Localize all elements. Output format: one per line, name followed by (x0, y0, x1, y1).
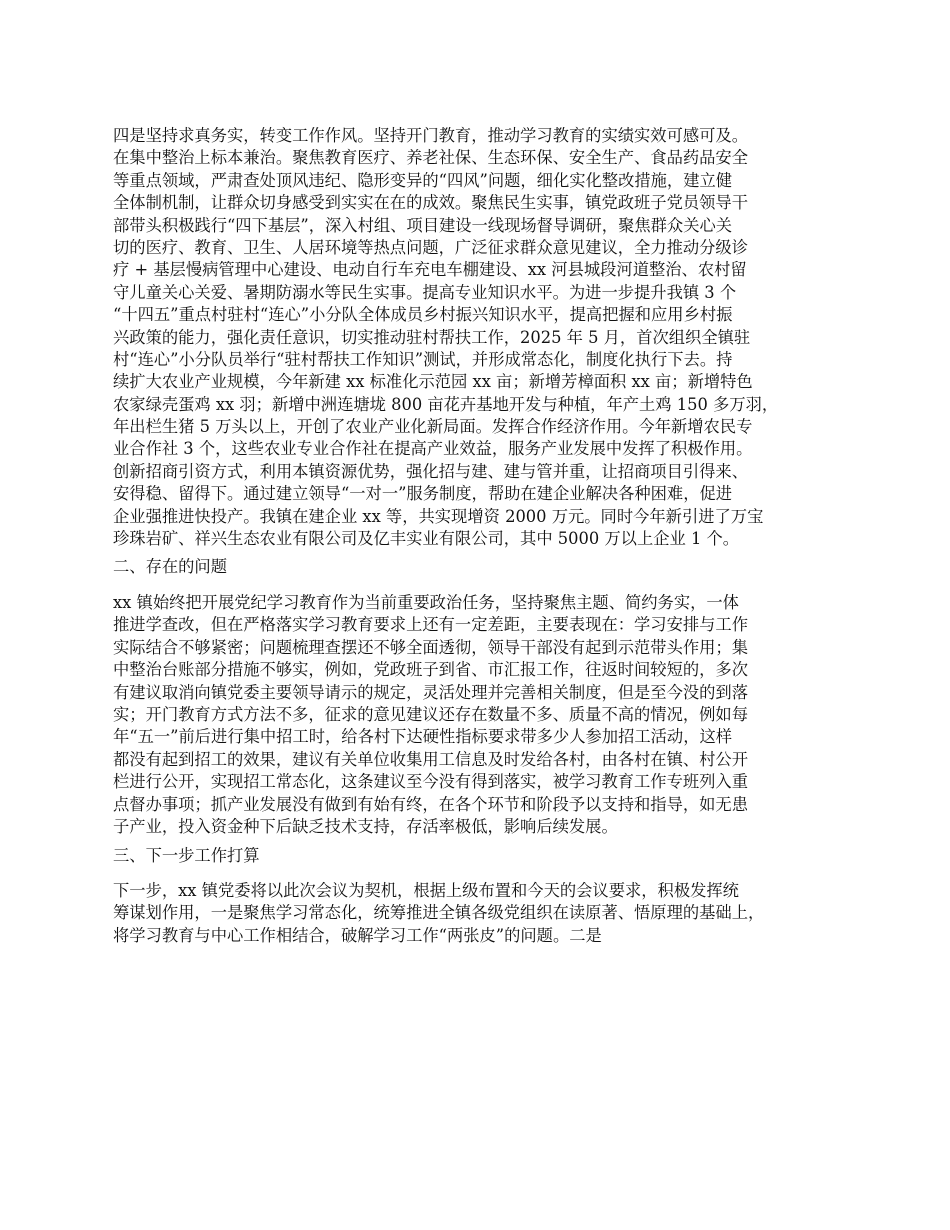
text-line: 在集中整治上标本兼治。聚焦教育医疗、养老社保、生态环保、安全生产、食品药品安全 (113, 148, 748, 168)
text-line: 守儿童关心关爱、暑期防溺水等民生实事。提高专业知识水平。为进一步提升我镇 3 个 (113, 282, 737, 302)
text-line: 中整治台账部分措施不够实，例如，党政班子到省、市汇报工作，往返时间较短的，多次 (113, 660, 748, 680)
text-line: 珍珠岩矿、祥兴生态农业有限公司及亿丰实业有限公司，其中 5000 万以上企业 1 个。 (113, 529, 740, 549)
text-line: 实际结合不够紧密；问题梳理查摆还不够全面透彻，领导干部没有起到示范带头作用；集 (113, 637, 748, 657)
text-line: 都没有起到招工的效果，建议有关单位收集用工信息及时发给各村，由各村在镇、村公开 (113, 749, 748, 769)
section-heading-next-steps: 三、下一步工作打算 (113, 846, 260, 865)
text-line: 实；开门教育方式方法不多，征求的意见建议还存在数量不多、质量不高的情况，例如每 (113, 704, 748, 724)
text-line: 点督办事项；抓产业发展没有做到有始有终，在各个环节和阶段予以支持和指导，如无患 (113, 794, 748, 814)
paragraph-problems (113, 592, 748, 838)
text-line: 续扩大农业产业规模，今年新建 xx 标准化示范园 xx 亩；新增芳樟面积 xx 亩；新增特色 (113, 372, 753, 392)
text-line: 企业强推进快投产。我镇在建企业 xx 等，共实现增资 2000 万元。同时今年新引进了万宝 (113, 506, 764, 526)
text-line: 年“五一”前后进行集中招工时，给各村下达硬性指标要求带多少人参加招工活动，这样 (113, 727, 733, 747)
text-line: 四是坚持求真务实，转变工作作风。坚持开门教育，推动学习教育的实绩实效可感可及。 (113, 126, 748, 145)
text-line: 安得稳、留得下。通过建立领导“一对一”服务制度，帮助在建企业解决各种困难，促进 (113, 484, 733, 504)
text-line: 年出栏生猪 5 万头以上，开创了农业产业化新局面。发挥合作经济作用。今年新增农民专 (113, 417, 753, 437)
text-line: 部带头积极践行“四下基层”，深入村组、项目建设一线现场督导调研，聚焦群众关心关 (113, 215, 733, 235)
text-line: 栏进行公开，实现招工常态化，这条建议至今没有得到落实，被学习教育工作专班列入重 (113, 772, 748, 792)
text-line: 等重点领域，严肃查处顶风违纪、隐形变异的“四风”问题，细化实化整改措施，建立健 (113, 170, 733, 190)
text-line: xx 镇始终把开展党纪学习教育作为当前重要政治任务，坚持聚焦主题、简约务实，一体 (113, 593, 739, 612)
text-line: 下一步，xx 镇党委将以此次会议为契机，根据上级布置和今天的会议要求，积极发挥统 (113, 881, 739, 900)
text-line: 推进学查改，但在严格落实学习教育要求上还有一定差距，主要表现在：学习安排与工作 (113, 615, 748, 635)
text-line: 有建议取消向镇党委主要领导请示的规定，灵活处理并完善相关制度，但是至今没的到落 (113, 682, 748, 702)
text-line: 创新招商引资方式，利用本镇资源优势，强化招与建、建与管并重，让招商项目引得来、 (113, 461, 748, 481)
text-line: 切的医疗、教育、卫生、人居环境等热点问题，广泛征求群众意见建议，全力推动分级诊 (113, 237, 748, 257)
text-line: 全体制机制，让群众切身感受到实实在在的成效。聚焦民生实事，镇党政班子党员领导干 (113, 193, 748, 213)
text-line: 业合作社 3 个，这些农业专业合作社在提高产业效益，服务产业发展中发挥了积极作用。 (113, 439, 753, 459)
text-line: 村“连心”小分队员举行“驻村帮扶工作知识”测试，并形成常态化，制度化执行下去。持 (113, 349, 733, 369)
text-line: 疗 + 基层慢病管理中心建设、电动自行车充电车棚建设、xx 河县城段河道整治、农村留 (113, 260, 747, 280)
text-line: “十四五”重点村驻村“连心”小分队全体成员乡村振兴知识水平，提高把握和应用乡村振 (113, 305, 733, 325)
text-line: 子产业，投入资金种下后缺乏技术支持，存活率极低，影响后续发展。 (113, 816, 618, 836)
text-line: 农家绿壳蛋鸡 xx 羽；新增中洲连塘垅 800 亩花卉基地开发与种植，年产土鸡 150 多万羽， (113, 394, 779, 414)
text-line: 筹谋划作用，一是聚焦学习常态化，统筹推进全镇各级党组织在读原著、悟原理的基础上， (113, 903, 765, 923)
paragraph-work-style (113, 125, 778, 550)
section-heading-problems: 二、存在的问题 (113, 557, 227, 576)
paragraph-next-steps (113, 880, 764, 947)
text-line: 将学习教育与中心工作相结合，破解学习工作“两张皮”的问题。二是 (113, 925, 602, 945)
text-line: 兴政策的能力，强化责任意识，切实推动驻村帮扶工作，2025 年 5 月，首次组织全镇驻 (113, 327, 751, 347)
